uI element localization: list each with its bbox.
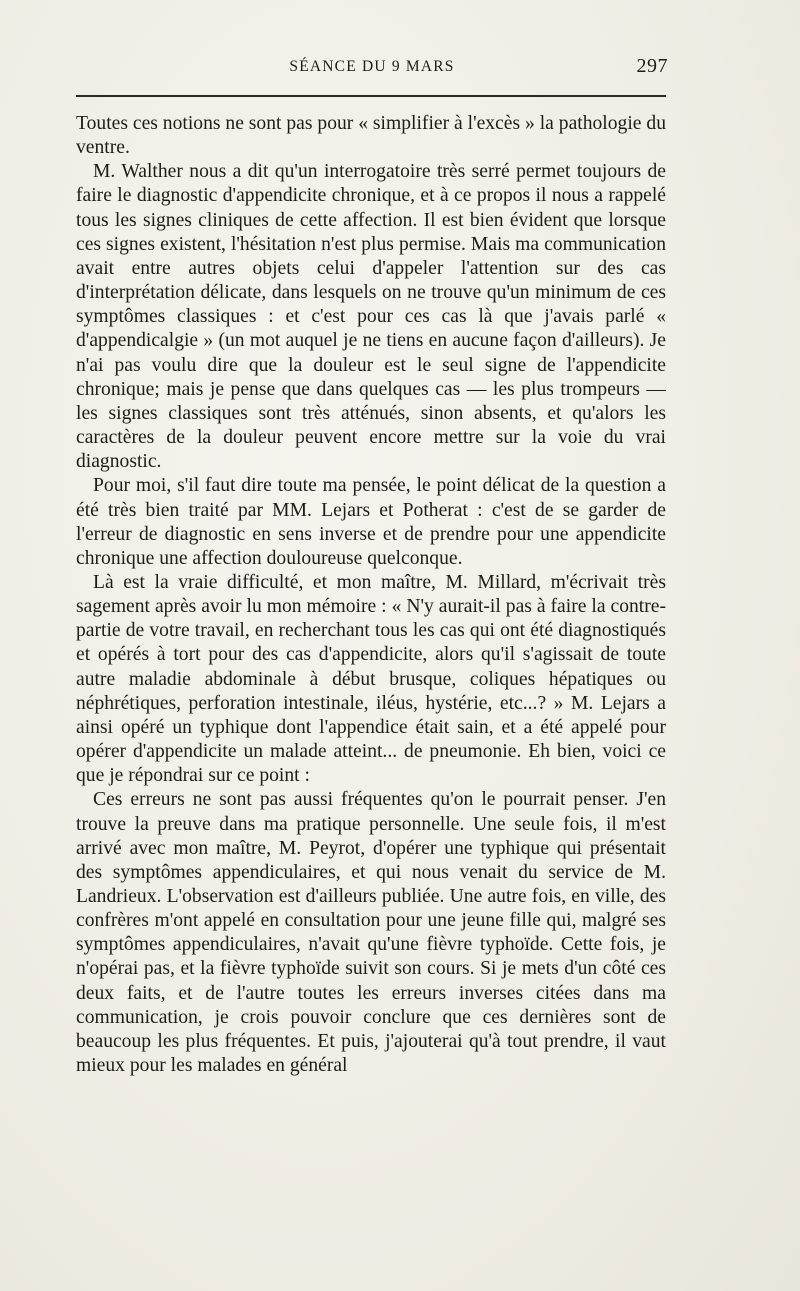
paragraph-2: M. Walther nous a dit qu'un interrogatoire très serré permet toujours de faire le diagnostic d'appendicite chronique, et à ce propos il nous a rappelé tous les signes cliniques de cette affection. Il est bien évident que lorsque ces signes existent, l'hésitation n'est plus permise. Mais ma communication avait entre autres objets celui d'appeler l'attention sur des cas d'interprétation délicate, dans lesquels on ne trouve qu'un minimum de ces symptômes classiques : et c'est pour ces cas là que j'avais parlé « d'appendicalgie » (un mot auquel je ne tiens en aucune façon d'ailleurs). Je n'ai pas voulu dire que la douleur est le seul signe de l'appendicite chronique; mais je pense que dans quelques cas — les plus trompeurs — les signes classiques sont très atténués, sinon absents, et qu'alors les caractères de la douleur peuvent encore mettre sur la voie du vrai diagnostic.: [76, 161, 666, 473]
header-rule: [76, 95, 666, 97]
paragraph-4: Là est la vraie difficulté, et mon maître, M. Millard, m'écrivait très sagement après avoir lu mon mémoire : « N'y aurait-il pas à faire la contre-partie de votre travail, en recherchant tous les cas qui ont été diagnostiqués et opérés à tort pour des cas d'appendicite, alors qu'il s'agissait de toute autre maladie abdominale à début brusque, coliques hépatiques ou néphrétiques, perforation intestinale, iléus, hystérie, etc...? » M. Lejars a ainsi opéré un typhique dont l'appendice était sain, et a été appelé pour opérer d'appendicite un malade atteint... de pneumonie. Eh bien, voici ce que je répondrai sur ce point :: [76, 571, 666, 787]
running-head: [76, 55, 668, 84]
page-number: 297: [636, 55, 668, 77]
paragraph-5: Ces erreurs ne sont pas aussi fréquentes qu'on le pourrait penser. J'en trouve la preuve dans ma pratique personnelle. Une seule fois, il m'est arrivé avec mon maître, M. Peyrot, d'opérer une typhique qui présentait des symptômes appendiculaires, et qui nous venait du service de M. Landrieux. L'observation est d'ailleurs publiée. Une autre fois, en ville, des confrères m'ont appelé en consultation pour une jeune fille qui, malgré ses symptômes appendiculaires, n'avait qu'une fièvre typhoïde. Cette fois, je n'opérai pas, et la fièvre typhoïde suivit son cours. Si je mets d'un côté ces deux faits, et de l'autre toutes les erreurs inverses citées dans ma communication, je crois pouvoir conclure que ces dernières sont de beaucoup les plus fréquentes. Et puis, j'ajouterai qu'à tout prendre, il vaut mieux pour les malades en général: [76, 789, 666, 1077]
paragraph-3: Pour moi, s'il faut dire toute ma pensée, le point délicat de la question a été très bien traité par MM. Lejars et Potherat : c'est de se garder de l'erreur de diagnostic en sens inverse et de prendre pour une appendicite chronique une affection douloureuse quelconque.: [76, 475, 666, 569]
paragraph-1: Toutes ces notions ne sont pas pour « simplifier à l'excès » la pathologie du ventre.: [76, 113, 666, 159]
running-title: SÉANCE DU 9 MARS: [289, 58, 455, 75]
body-text: [76, 112, 666, 1078]
